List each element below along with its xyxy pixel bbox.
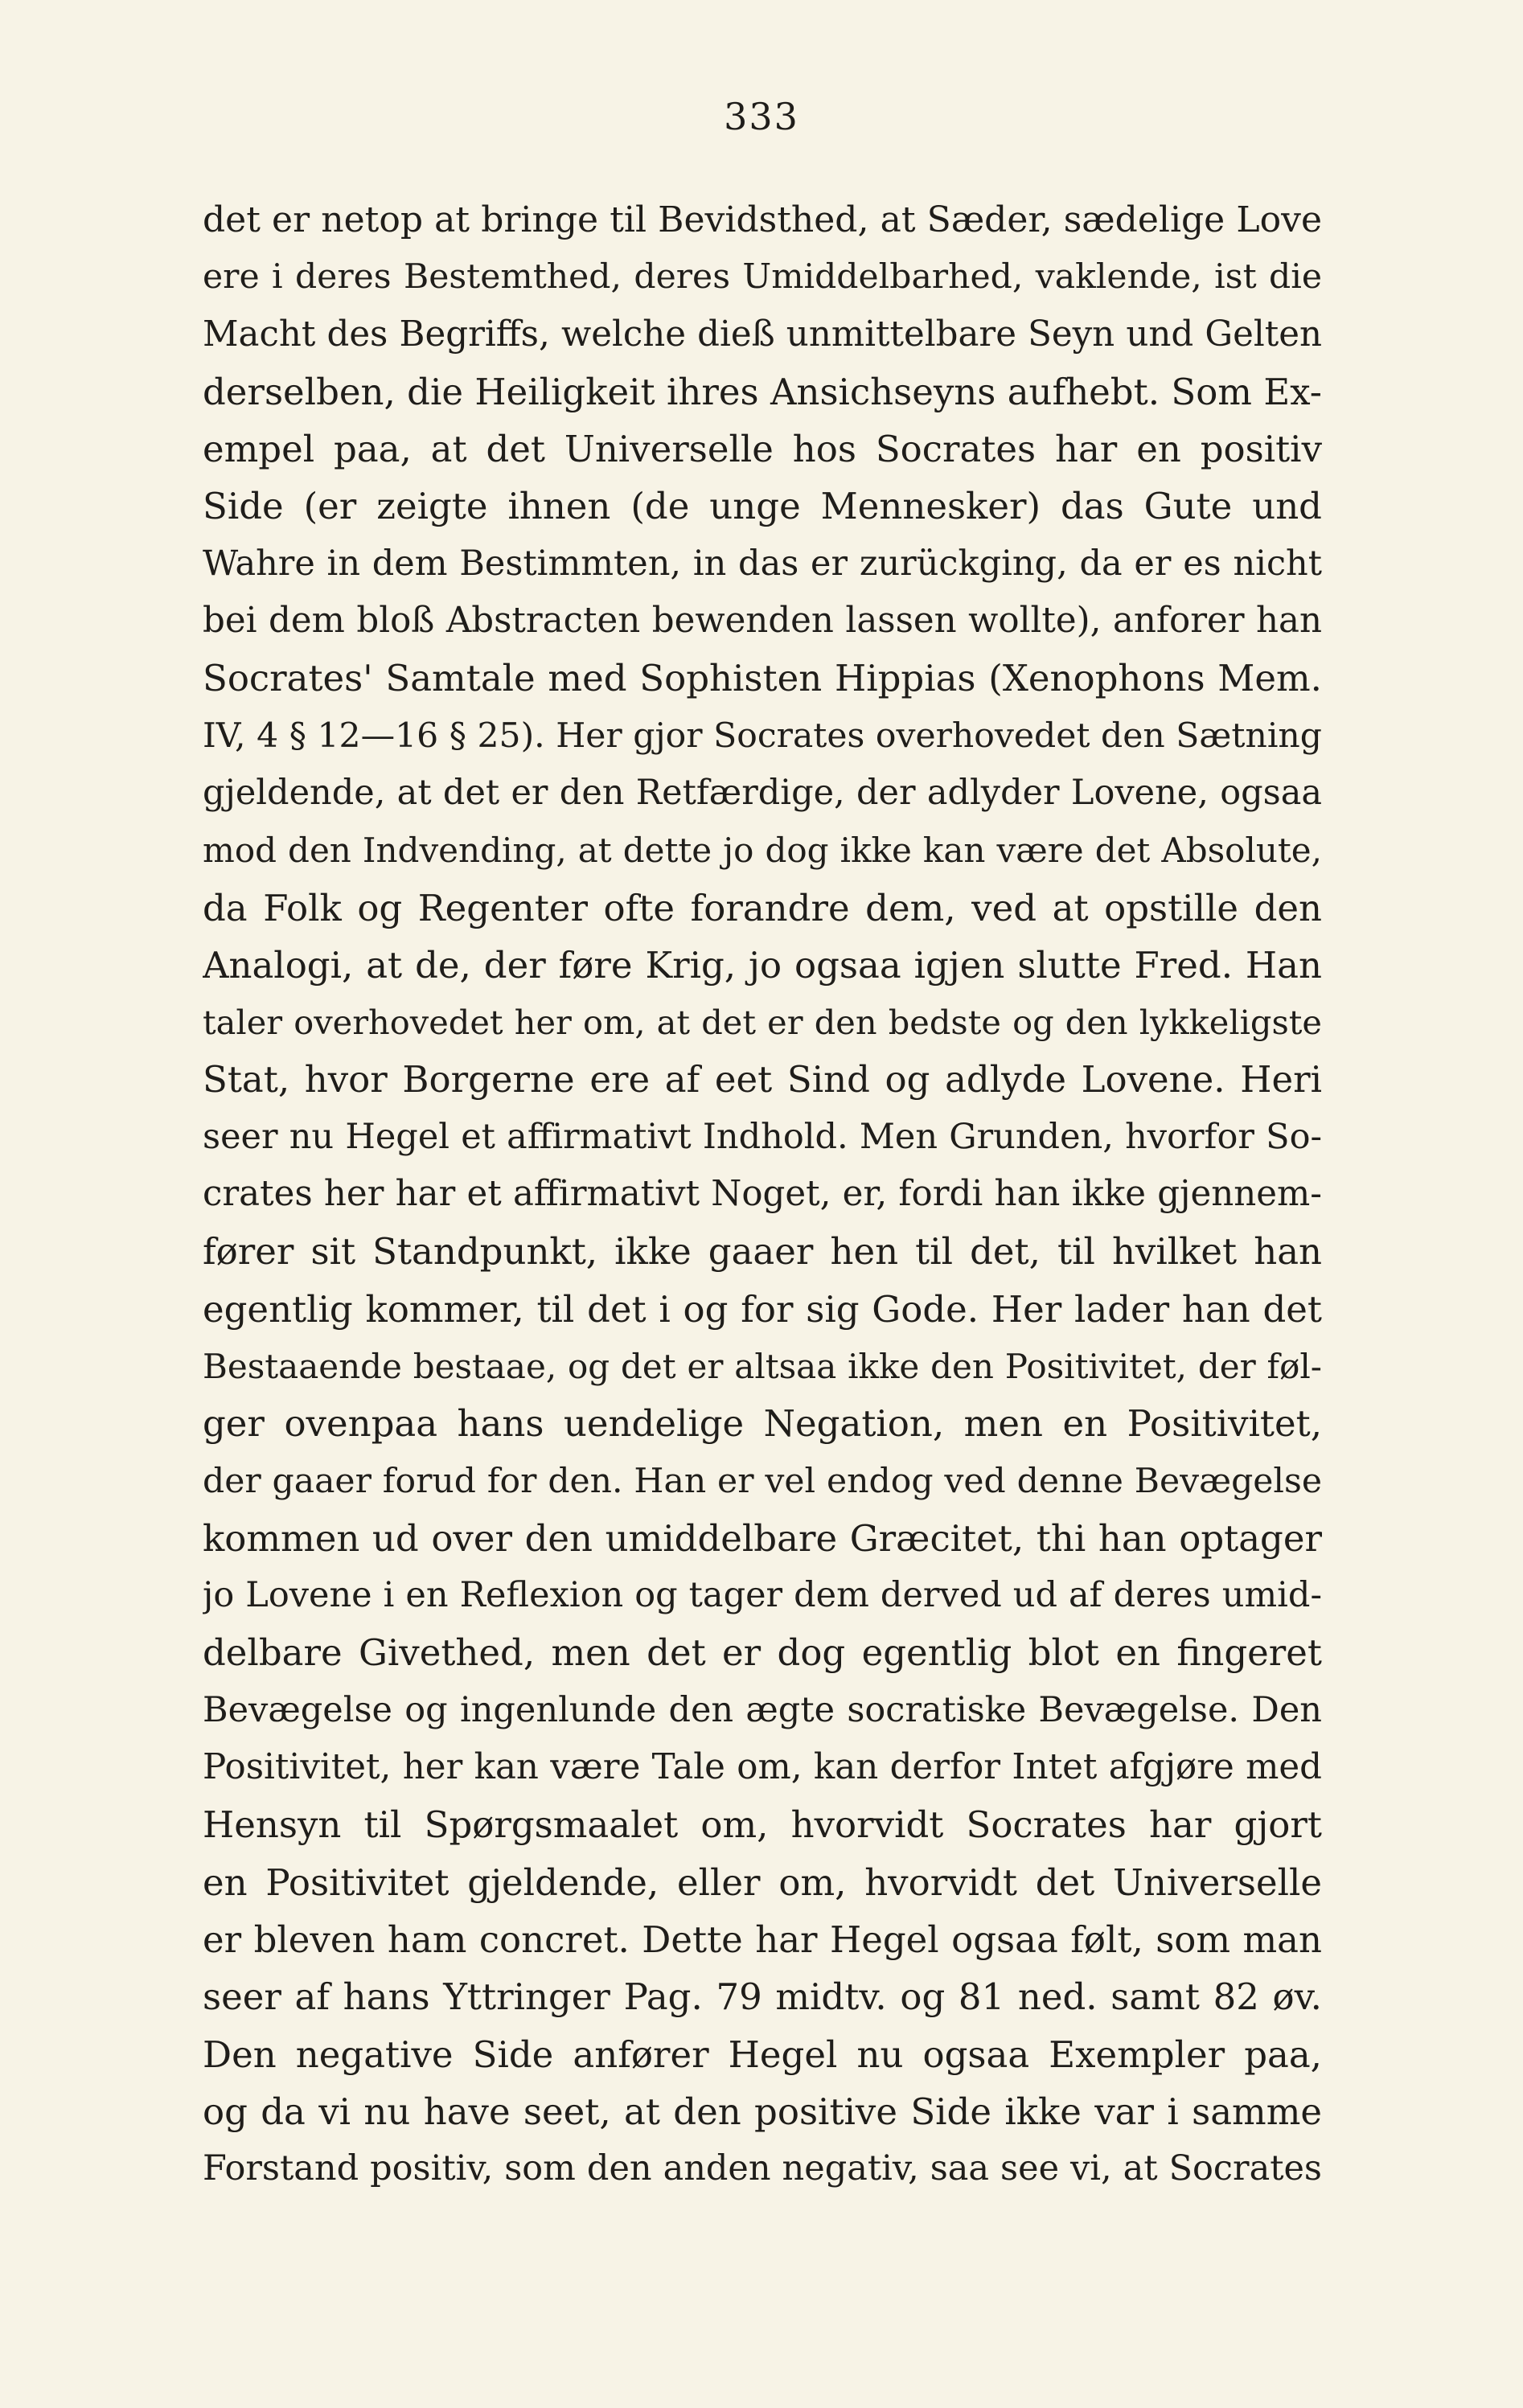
text-line: da Folk og Regenter ofte forandre dem, ved at opstille den: [203, 886, 1322, 929]
text-line: taler overhovedet her om, at det er den bedste og den lykkeligste: [203, 1003, 1322, 1043]
text-line: Den negative Side anfører Hegel nu ogsaa Exempler paa,: [203, 2033, 1322, 2076]
text-line: Hensyn til Spørgsmaalet om, hvorvidt Socrates har gjort: [203, 1803, 1322, 1847]
text-line: Socrates' Samtale med Sophisten Hippias (Xenophons Mem.: [203, 657, 1322, 700]
text-line: crates her har et affirmativt Noget, er, fordi han ikke gjennem-: [203, 1174, 1322, 1215]
text-line: Macht des Begriffs, welche dieß unmittelbare Seyn und Gelten: [203, 314, 1322, 355]
text-line: seer nu Hegel et affirmativt Indhold. Men Grunden, hvorfor So-: [203, 1116, 1322, 1157]
text-line: jo Lovene i en Reflexion og tager dem derved ud af deres umid-: [203, 1575, 1322, 1616]
text-line: seer af hans Yttringer Pag. 79 midtv. og 81 ned. samt 82 øv.: [203, 1975, 1322, 2019]
text-line: kommen ud over den umiddelbare Græcitet, thi han optager: [203, 1516, 1322, 1560]
text-line: og da vi nu have seet, at den positive Side ikke var i samme: [203, 2090, 1322, 2133]
text-line: empel paa, at det Universelle hos Socrates har en positiv: [203, 428, 1322, 471]
page-number: 333: [724, 95, 799, 138]
text-line: der gaaer forud for den. Han er vel endog ved denne Bevægelse: [203, 1461, 1322, 1501]
text-line: er bleven ham concret. Dette har Hegel ogsaa følt, som man: [203, 1918, 1322, 1961]
text-line: gjeldende, at det er den Retfærdige, der adlyder Lovene, ogsaa: [203, 772, 1322, 813]
text-line: Positivitet, her kan være Tale om, kan derfor Intet afgjøre med: [203, 1747, 1322, 1788]
text-line: Analogi, at de, der føre Krig, jo ogsaa igjen slutte Fred. Han: [203, 943, 1322, 987]
text-line: bei dem bloß Abstracten bewenden lassen wollte), anforer han: [203, 601, 1322, 642]
text-line: en Positivitet gjeldende, eller om, hvorvidt det Universelle: [203, 1860, 1322, 1904]
text-line: det er netop at bringe til Bevidsthed, at Sæder, sædelige Love: [203, 199, 1322, 240]
body-text: [203, 191, 1322, 2197]
text-line: Forstand positiv, som den anden negativ, saa see vi, at Socrates: [203, 2148, 1322, 2189]
text-line: egentlig kommer, til det i og for sig Gode. Her lader han det: [203, 1287, 1322, 1331]
text-line: ger ovenpaa hans uendelige Negation, men en Positivitet,: [203, 1402, 1322, 1446]
text-line: Bestaaende bestaae, og det er altsaa ikke den Positivitet, der føl-: [203, 1346, 1322, 1386]
text-line: IV, 4 § 12—16 § 25). Her gjor Socrates overhovedet den Sætning: [203, 716, 1322, 756]
text-line: ere i deres Bestemthed, deres Umiddelbarhed, vaklende, ist die: [203, 257, 1322, 297]
text-line: Stat, hvor Borgerne ere af eet Sind og adlyde Lovene. Heri: [203, 1058, 1322, 1101]
text-line: fører sit Standpunkt, ikke gaaer hen til det, til hvilket han: [203, 1230, 1322, 1274]
text-line: Bevægelse og ingenlunde den ægte socratiske Bevægelse. Den: [203, 1689, 1322, 1730]
text-line: Side (er zeigte ihnen (de unge Mennesker) das Gute und: [203, 485, 1322, 528]
text-line: derselben, die Heiligkeit ihres Ansichseyns aufhebt. Som Ex-: [203, 370, 1322, 413]
text-line: mod den Indvending, at dette jo dog ikke kan være det Absolute,: [203, 831, 1322, 871]
text-line: delbare Givethed, men det er dog egentlig blot en fingeret: [203, 1631, 1322, 1675]
text-line: Wahre in dem Bestimmten, in das er zurückging, da er es nicht: [203, 543, 1322, 584]
